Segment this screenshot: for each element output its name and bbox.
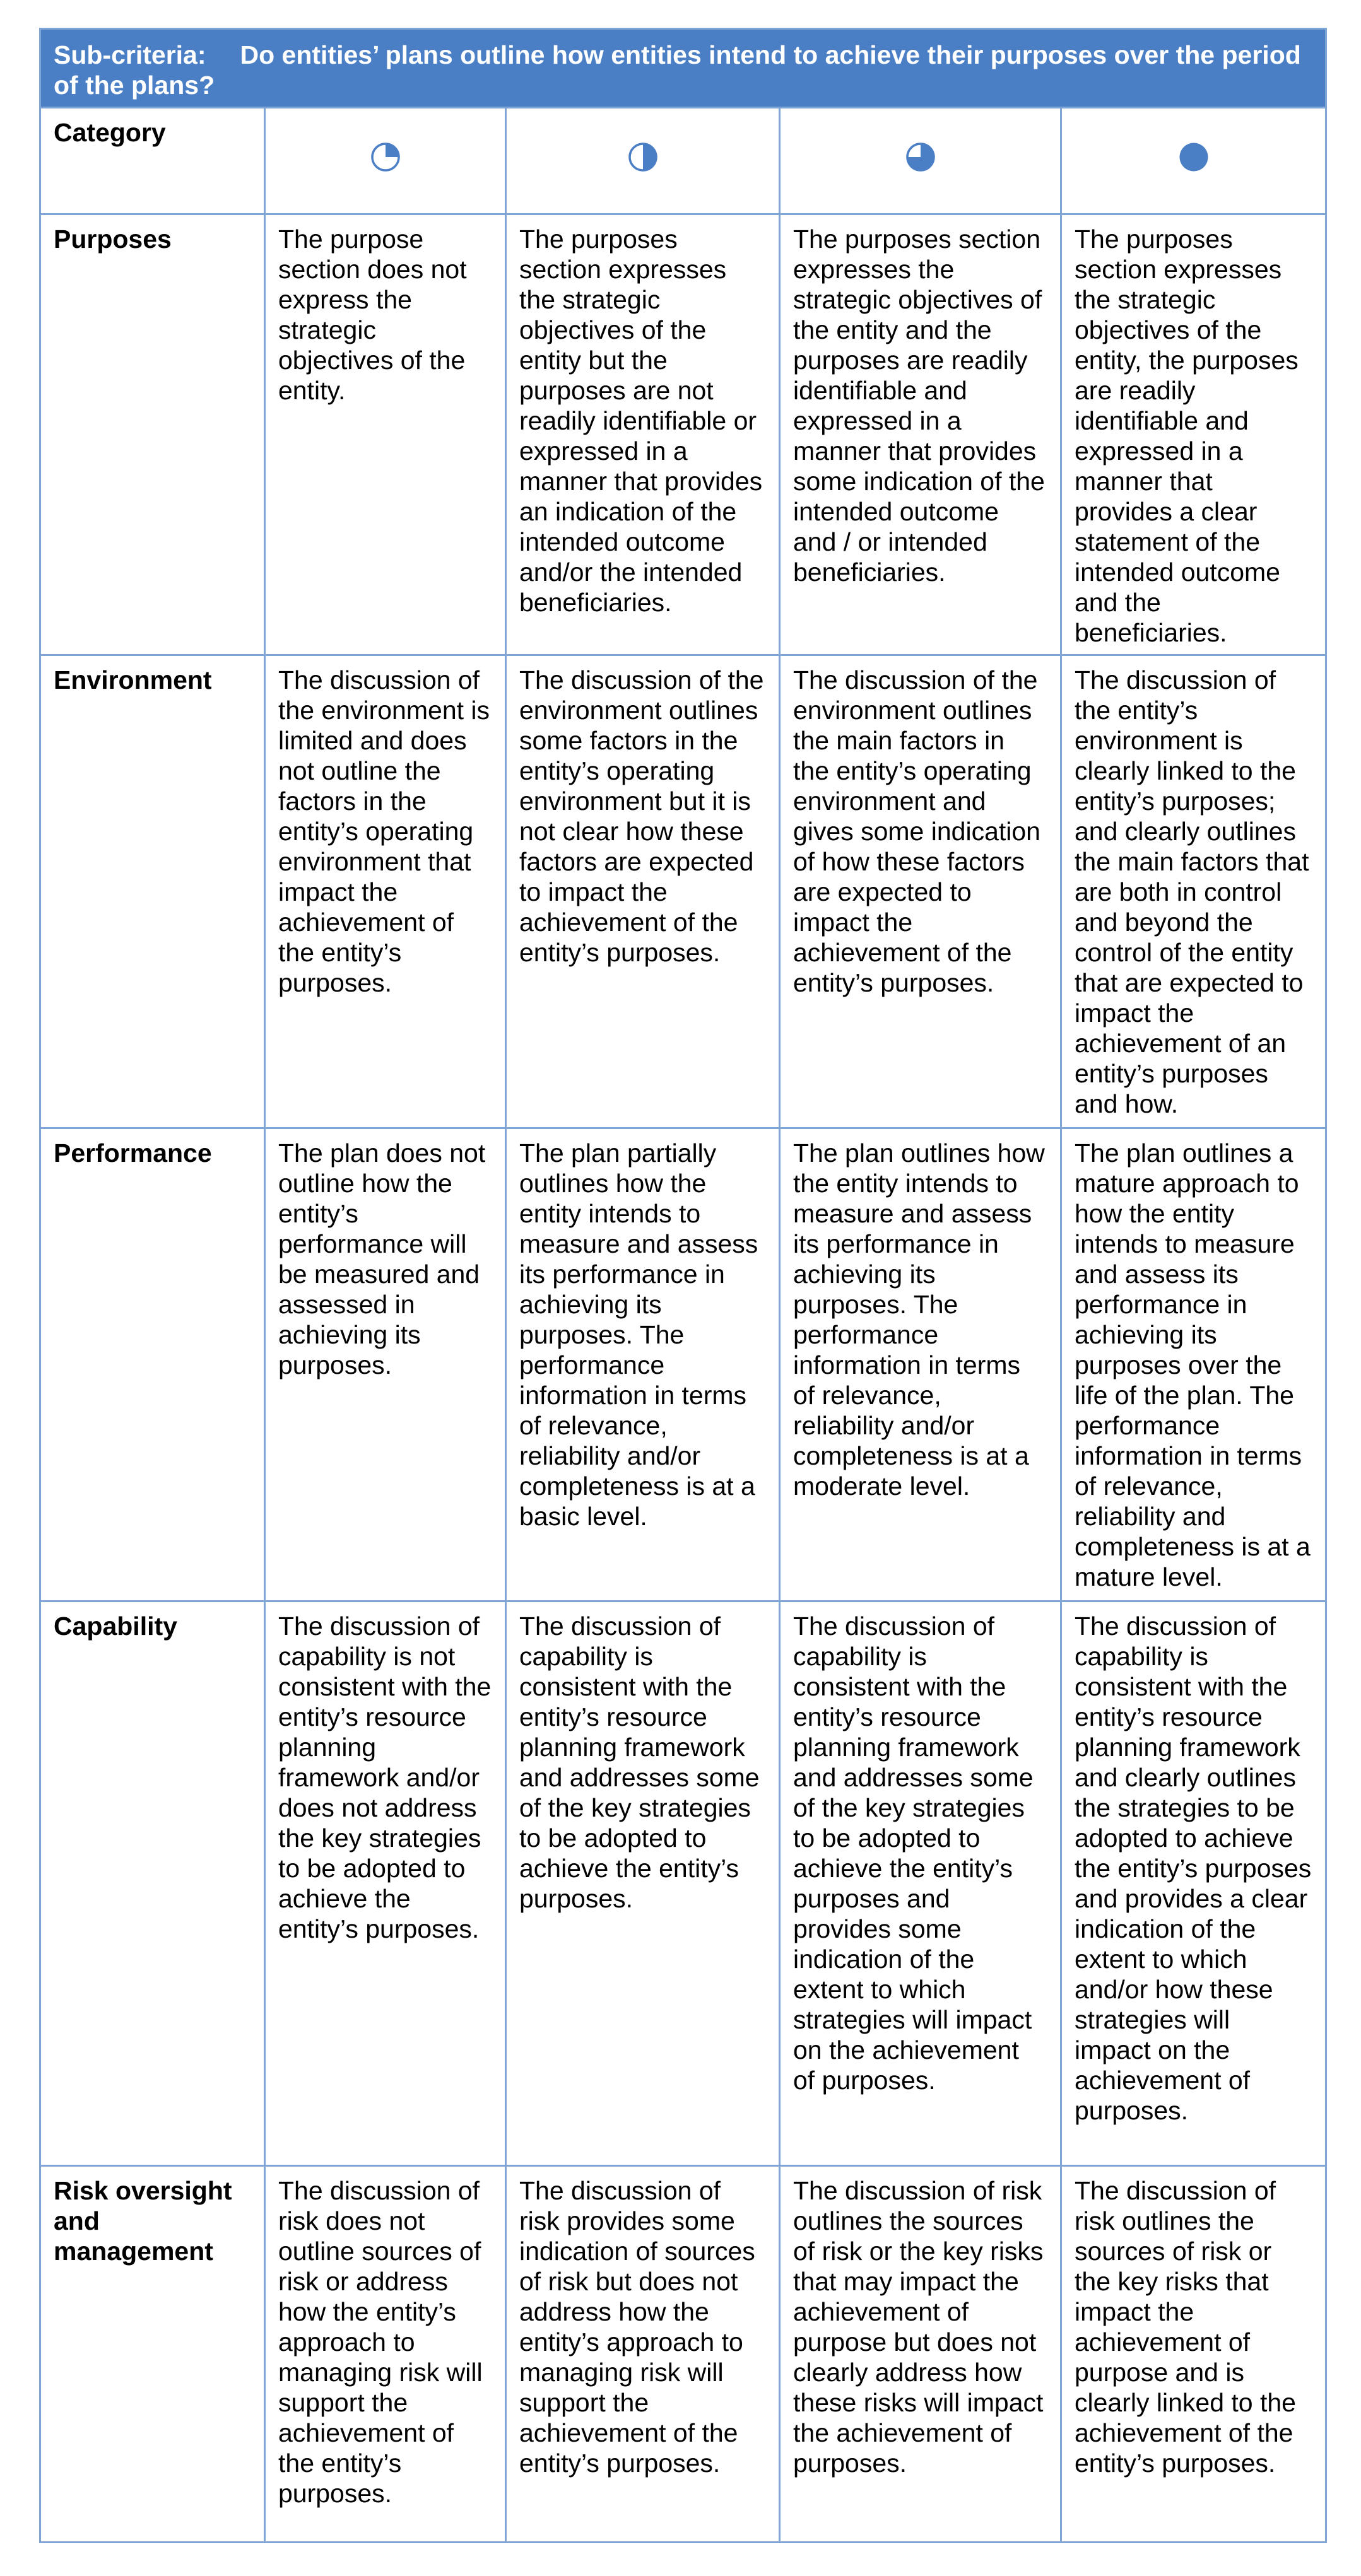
sub-criteria-question: Do entities’ plans outline how entities intend to achieve their purposes over the period of the plans? <box>54 40 1301 100</box>
table-row <box>40 2166 1326 2543</box>
category-cell: Risk oversight and management <box>40 2166 265 2543</box>
rating-header-1 <box>265 108 506 214</box>
rubric-cell: The discussion of the environment outlines the main factors in the entity’s operating environment and gives some indication of how these factors are expected to impact the achievement of the entity’s purposes. <box>780 655 1061 1128</box>
rubric-cell: The plan outlines how the entity intends to measure and assess its performance in achieving its purposes. The performance information in terms of relevance, reliability and/or completeness is at a moderate level. <box>780 1128 1061 1601</box>
rubric-cell: The discussion of capability is consistent with the entity’s resource planning framework and addresses some of the key strategies to be adopted to achieve the entity’s purposes. <box>506 1601 780 2166</box>
sub-criteria-header <box>40 29 1326 108</box>
rating-header-4 <box>1061 108 1326 214</box>
category-cell: Performance <box>40 1128 265 1601</box>
rubric-cell: The purposes section expresses the strategic objectives of the entity, the purposes are readily identifiable and expressed in a manner that provides a clear statement of the intended outcome and the beneficiaries. <box>1061 214 1326 655</box>
rubric-cell: The discussion of the entity’s environment is clearly linked to the entity’s purposes; and clearly outlines the main factors that are both in control and beyond the control of the entity that are expected to impact the achievement of an entity’s purposes and how. <box>1061 655 1326 1128</box>
category-cell: Purposes <box>40 214 265 655</box>
rubric-cell: The purposes section expresses the strategic objectives of the entity and the purposes are readily identifiable and expressed in a manner that provides some indication of the intended outcome and / or intended beneficiaries. <box>780 214 1061 655</box>
quarter-circle-icon <box>370 141 401 173</box>
rubric-cell: The discussion of the environment outlines some factors in the entity’s operating environment but it is not clear how these factors are expected to impact the achievement of the entity’s purposes. <box>506 655 780 1128</box>
full-circle-icon <box>1178 141 1210 173</box>
category-cell: Environment <box>40 655 265 1128</box>
rubric-cell: The purposes section expresses the strategic objectives of the entity but the purposes are not readily identifiable or expressed in a manner that provides an indication of the intended outcome and/or the intended beneficiaries. <box>506 214 780 655</box>
rating-header-2 <box>506 108 780 214</box>
column-header-row <box>40 108 1326 214</box>
rubric-cell: The discussion of capability is consistent with the entity’s resource planning framework and addresses some of the key strategies to be adopted to achieve the entity’s purposes and provides some indication of the extent to which strategies will impact on the achievement of purposes. <box>780 1601 1061 2166</box>
rubric-cell: The plan does not outline how the entity’s performance will be measured and assessed in achieving its purposes. <box>265 1128 506 1601</box>
table-row <box>40 214 1326 655</box>
sub-criteria-label: Sub-criteria: <box>54 40 206 69</box>
rubric-cell: The discussion of risk provides some indication of sources of risk but does not address how the entity’s approach to managing risk will support the achievement of the entity’s purposes. <box>506 2166 780 2543</box>
header-row <box>40 29 1326 108</box>
table-row <box>40 1128 1326 1601</box>
rubric-cell: The discussion of capability is consistent with the entity’s resource planning framework and clearly outlines the strategies to be adopted to achieve the entity’s purposes and provides a clear indication of the extent to which and/or how these strategies will impact on the achievement of purposes. <box>1061 1601 1326 2166</box>
rubric-cell: The plan outlines a mature approach to how the entity intends to measure and assess its performance in achieving its purposes over the life of the plan. The performance information in terms of relevance, reliability and completeness is at a mature level. <box>1061 1128 1326 1601</box>
rubric-cell: The purpose section does not express the strategic objectives of the entity. <box>265 214 506 655</box>
rubric-cell: The discussion of risk does not outline sources of risk or address how the entity’s approach to managing risk will support the achievement of the entity’s purposes. <box>265 2166 506 2543</box>
half-circle-icon <box>627 141 659 173</box>
rubric-cell: The plan partially outlines how the entity intends to measure and assess its performance in achieving its purposes. The performance information in terms of relevance, reliability and/or completeness is at a basic level. <box>506 1128 780 1601</box>
table-row <box>40 1601 1326 2166</box>
category-cell: Capability <box>40 1601 265 2166</box>
rating-header-3 <box>780 108 1061 214</box>
rubric-cell: The discussion of risk outlines the sources of risk or the key risks that may impact the achievement of purpose but does not clearly address how these risks will impact the achievement of purposes. <box>780 2166 1061 2543</box>
rubric-cell: The discussion of risk outlines the sources of risk or the key risks that impact the achievement of purpose and is clearly linked to the achievement of the entity’s purposes. <box>1061 2166 1326 2543</box>
category-column-header: Category <box>40 108 265 214</box>
three-quarter-circle-icon <box>905 141 936 173</box>
rubric-cell: The discussion of capability is not consistent with the entity’s resource planning framework and/or does not address the key strategies to be adopted to achieve the entity’s purposes. <box>265 1601 506 2166</box>
rubric-cell: The discussion of the environment is limited and does not outline the factors in the entity’s operating environment that impact the achievement of the entity’s purposes. <box>265 655 506 1128</box>
table-row <box>40 655 1326 1128</box>
rubric-table <box>39 28 1327 2543</box>
